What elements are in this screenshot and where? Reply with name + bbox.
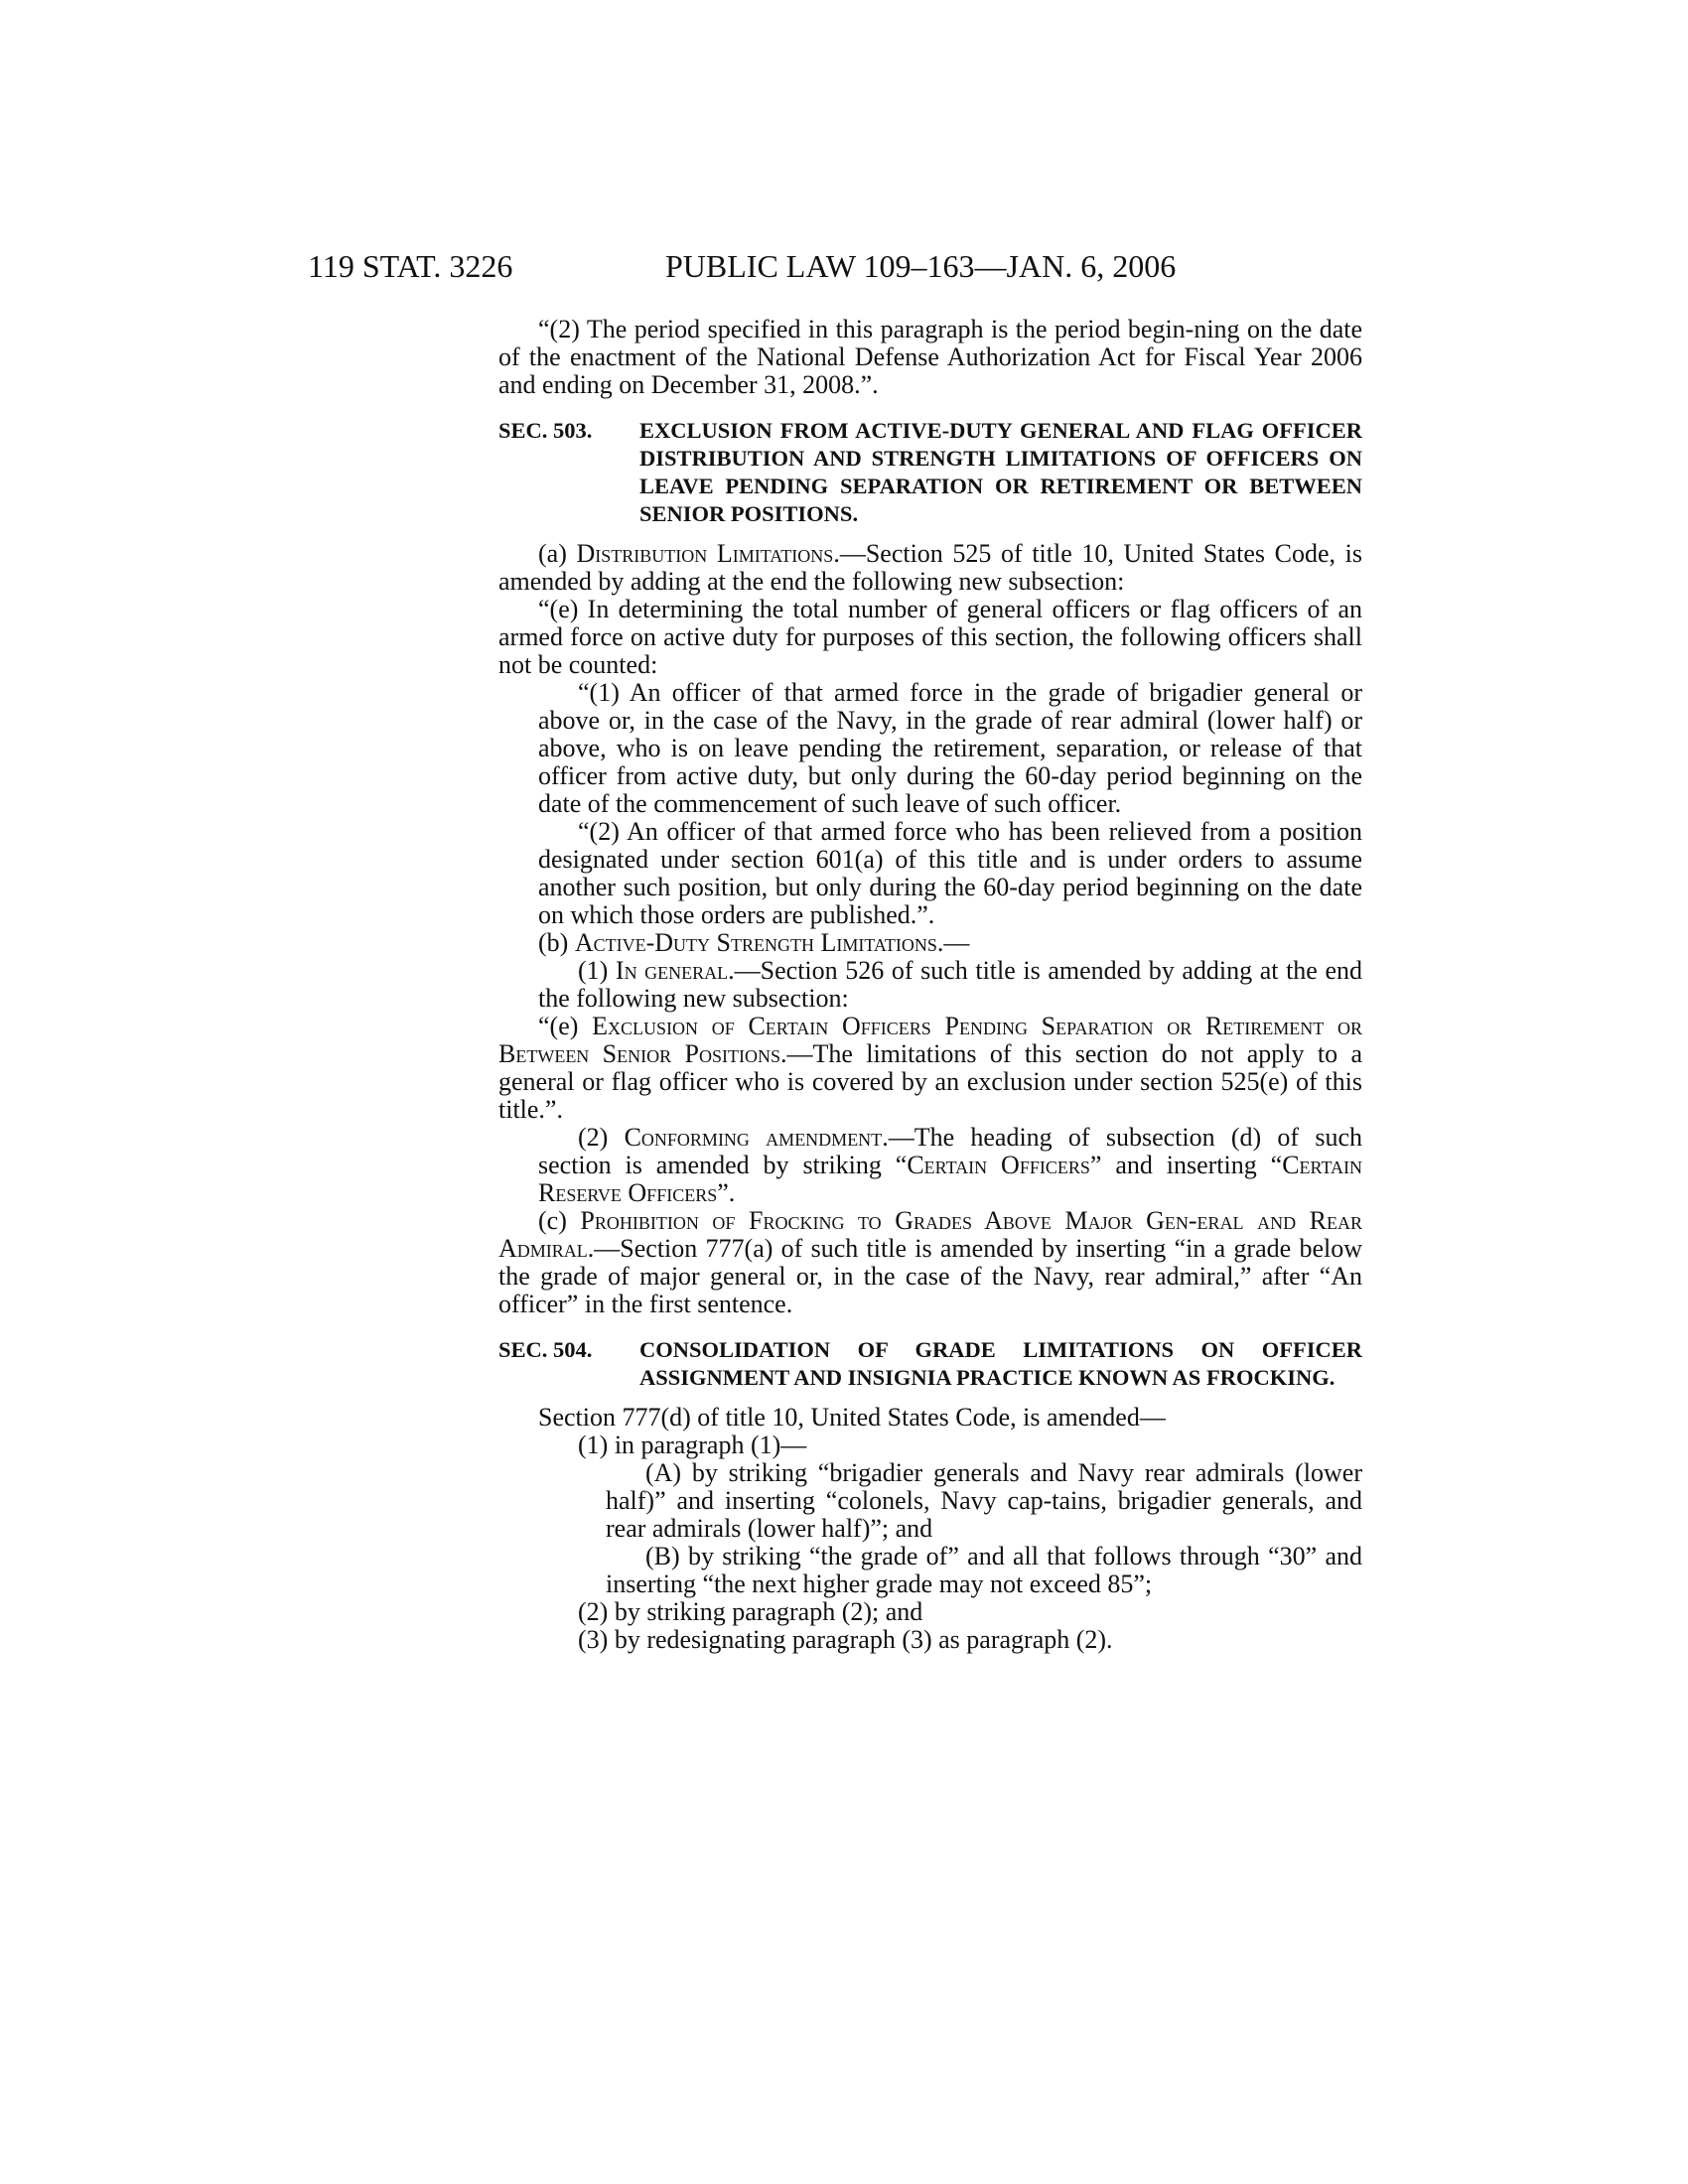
subsection-a-text: .—Section 525 of title 10, United States Code, is amended by adding at the end the following new subsection: <box>498 539 1362 596</box>
item-1-A: (A) by striking “brigadier generals and Navy rear admirals (lower half)” and inserting “colonels, Navy cap-tains, brigadier generals, and rear admirals (lower half)”; and <box>606 1458 1362 1543</box>
paragraph-b2-label: (2) <box>578 1123 625 1152</box>
subsection-a-label: (a) <box>538 539 577 568</box>
subsection-a-heading: Distribution Limitations <box>576 539 834 568</box>
paragraph-b2-heading: Conforming amendment <box>624 1123 883 1152</box>
item-1-B: (B) by striking “the grade of” and all that follows through “30” and inserting “the next higher grade may not exceed 85”; <box>606 1542 1362 1598</box>
section-504-number: SEC. 504. <box>498 1337 593 1362</box>
paragraph-b1 <box>538 957 1362 1013</box>
page-stat-citation: 119 STAT. 3226 <box>308 248 513 284</box>
item-1: (1) in paragraph (1)— <box>578 1431 807 1459</box>
item-3: (3) by redesignating paragraph (3) as paragraph (2). <box>578 1625 1113 1654</box>
section-504-subitems <box>498 1459 1362 1598</box>
subsection-b-label: (b) <box>538 928 575 957</box>
subsection-c-heading: Prohibition of Frocking to Grades Above Major Gen-eral and Rear Admiral <box>498 1206 1363 1263</box>
item-2: (2) by striking paragraph (2); and <box>578 1597 923 1626</box>
paragraph-b2 <box>538 1124 1362 1207</box>
subsection-b-paragraph-2 <box>498 1124 1362 1207</box>
paragraph-period-specified: “(2) The period specified in this paragraph is the period begin-ning on the date of the enactment of the National Defense Authorization Act for Fiscal Year 2006 and ending on December 31, 2008.”. <box>498 315 1362 399</box>
quoted-b-e-heading: Exclusion of Certain Officers Pending Separation or Retirement or Between Senior Positions <box>498 1012 1362 1068</box>
paragraph-b2-text-2: ” and inserting “ <box>1089 1151 1283 1179</box>
section-503-heading <box>498 417 1362 528</box>
quoted-subsection-b-e <box>498 1013 1362 1124</box>
section-504-title: CONSOLIDATION OF GRADE LIMITATIONS ON OFFICER ASSIGNMENT AND INSIGNIA PRACTICE KNOWN AS FROCKING. <box>639 1337 1362 1390</box>
paragraph-b2-struck-term: Certain Officers <box>907 1151 1090 1179</box>
quoted-subsection-e: “(e) In determining the total number of general officers or flag officers of an armed force on active duty for purposes of this section, the following officers shall not be counted: <box>498 595 1362 679</box>
section-503-title: EXCLUSION FROM ACTIVE-DUTY GENERAL AND FLAG OFFICER DISTRIBUTION AND STRENGTH LIMITATIONS OF OFFICERS ON LEAVE PENDING SEPARATION OR RETIREMENT OR BETWEEN SENIOR POSITIONS. <box>639 418 1362 526</box>
subsection-b-dash: .— <box>936 928 970 957</box>
quoted-b-e-label: “(e) <box>538 1012 593 1040</box>
quoted-paragraph-1: “(1) An officer of that armed force in the grade of brigadier general or above or, in the case of the Navy, in the grade of rear admiral (lower half) or above, who is on leave pending the retirement, separation, or release of that officer from active duty, but only during the 60-day period beginning on the date of the commencement of such leave of such officer. <box>538 678 1362 818</box>
subsection-b-paragraph-1 <box>498 957 1362 1013</box>
subsection-a <box>498 540 1362 596</box>
subsection-c <box>498 1207 1362 1318</box>
subsection-c-label: (c) <box>538 1206 581 1235</box>
subsection-c-text: .—Section 777(a) of such title is amended by inserting “in a grade below the grade of major general or, in the case of the Navy, rear admiral,” after “An officer” in the first sentence. <box>498 1234 1362 1318</box>
paragraph-b2-inserted-term: Certain Reserve Officers <box>538 1151 1363 1207</box>
subsection-b <box>498 929 1362 957</box>
section-504-heading <box>498 1336 1362 1392</box>
subsection-b-heading: Active-Duty Strength Limitations <box>574 928 937 957</box>
section-504-items-2-3 <box>498 1598 1362 1654</box>
section-503-number: SEC. 503. <box>498 418 593 443</box>
paragraph-b2-text-1: .—The heading of subsection (d) of such section is amended by striking “ <box>538 1123 1363 1179</box>
text-column <box>498 316 1362 1654</box>
paragraph-b1-label: (1) <box>578 956 616 985</box>
subsection-e-paragraphs <box>498 679 1362 929</box>
paragraph-b1-text: .—Section 526 of such title is amended by adding at the end the following new subsection: <box>538 956 1362 1013</box>
paragraph-b2-text-3: ”. <box>717 1178 736 1207</box>
quoted-paragraph-2: “(2) An officer of that armed force who has been relieved from a position designated under section 601(a) of this title and is under orders to assume another such position, but only during the 60-day period beginning on the date on which those orders are published.”. <box>538 817 1362 929</box>
section-504-intro: Section 777(d) of title 10, United States Code, is amended— <box>538 1403 1166 1432</box>
running-header: PUBLIC LAW 109–163—JAN. 6, 2006 <box>665 248 1177 284</box>
section-504-item-1 <box>498 1432 1362 1459</box>
paragraph-b1-heading: In general <box>615 956 729 985</box>
quoted-b-e-text: .—The limitations of this section do not apply to a general or flag officer who is covered by an exclusion under section 525(e) of this title.”. <box>498 1039 1362 1124</box>
